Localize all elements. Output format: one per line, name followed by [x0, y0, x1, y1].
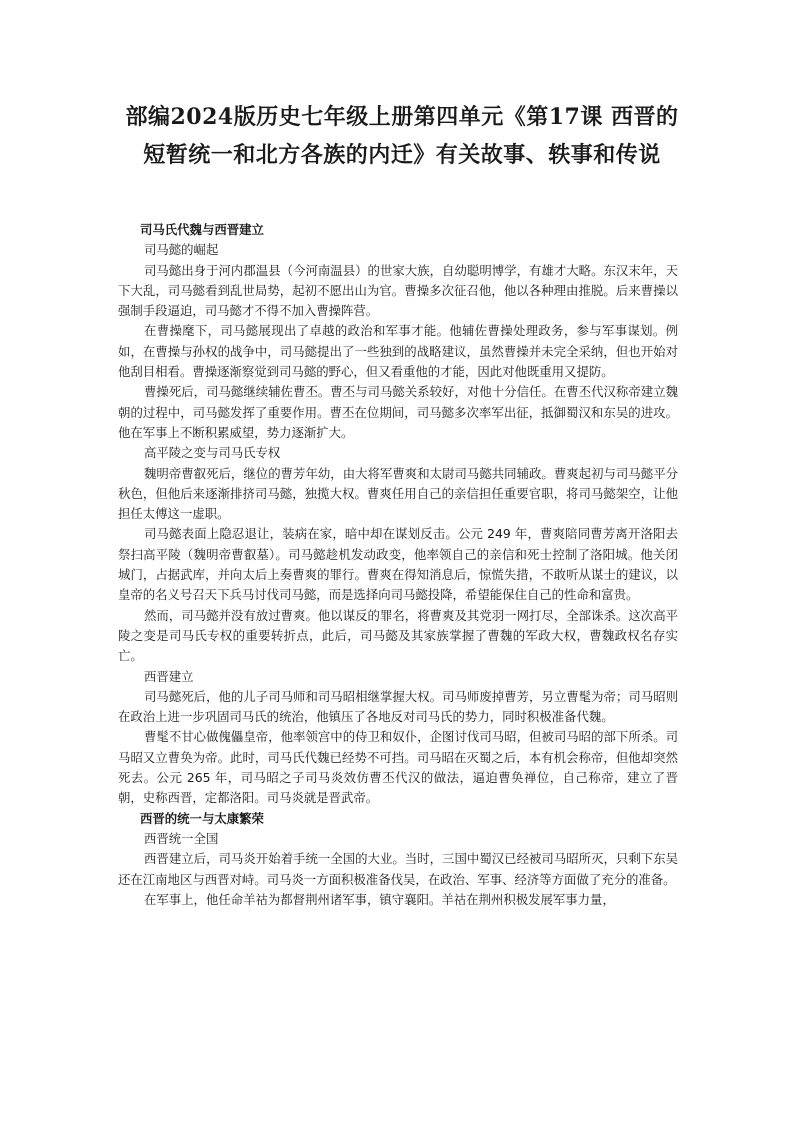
- document-title: 部编2024版历史七年级上册第四单元《第17课 西晋的短暂统一和北方各族的内迁》有关故事、轶事和传说: [125, 104, 679, 168]
- subsection-heading: 西晋建立: [144, 668, 194, 684]
- paragraph: 司马懿死后，他的儿子司马师和司马昭相继掌握大权。司马师废掉曹芳，另立曹髦为帝；司马昭则在政治上进一步巩固司马氏的统治，他镇压了各地反对司马氏的势力，同时积极准备代魏。: [118, 688, 678, 725]
- paragraph: 曹髦不甘心做傀儡皇帝，他率领宫中的侍卫和奴仆，企图讨伐司马昭，但被司马昭的部下所杀。司马昭又立曹奂为帝。此时，司马氏代魏已经势不可挡。司马昭在灭蜀之后，本有机会称帝，但他却突然死去。公元 265 年，司马昭之子司马炎效仿曹丕代汉的做法，逼迫曹奂禅位，自己称帝，建立了晋朝，史称西晋，定都洛阳。司马炎就是晋武帝。: [118, 729, 678, 806]
- paragraph: 司马懿表面上隐忍退让，装病在家，暗中却在谋划反击。公元 249 年，曹爽陪同曹芳离开洛阳去祭扫高平陵（魏明帝曹叡墓）。司马懿趁机发动政变，他率领自己的亲信和死士控制了洛阳城。他关闭城门，占据武库，并向太后上奏曹爽的罪行。曹爽在得知消息后，惊慌失措，不敢听从谋士的建议，以皇帝的名义号召天下兵马讨伐司马懿，而是选择向司马懿投降，希望能保住自己的性命和富贵。: [118, 526, 678, 603]
- subsection-heading: 司马懿的崛起: [144, 242, 219, 258]
- section-heading: 西晋的统一与太康繁荣: [140, 810, 264, 826]
- paragraph: 然而，司马懿并没有放过曹爽。他以谋反的罪名，将曹爽及其党羽一网打尽，全部诛杀。这次高平陵之变是司马氏专权的重要转折点，此后，司马懿及其家族掌握了曹魏的军政大权，曹魏政权名存实亡。: [118, 607, 678, 664]
- paragraph: 司马懿出身于河内郡温县（今河南温县）的世家大族，自幼聪明博学，有雄才大略。东汉末年，天下大乱，司马懿看到乱世局势，起初不愿出山为官。曹操多次征召他，他以各种理由推脱。后来曹操以强制手段逼迫，司马懿才不得不加入曹操阵营。: [118, 262, 678, 319]
- subsection-heading: 高平陵之变与司马氏专权: [144, 445, 281, 461]
- subsection-heading: 西晋统一全国: [144, 830, 219, 846]
- paragraph: 曹操死后，司马懿继续辅佐曹丕。曹丕与司马懿关系较好，对他十分信任。在曹丕代汉称帝建立魏朝的过程中，司马懿发挥了重要作用。曹丕在位期间，司马懿多次率军出征，抵御蜀汉和东吴的进攻。他在军事上不断积累威望，势力逐渐扩大。: [118, 384, 678, 440]
- paragraph: 西晋建立后，司马炎开始着手统一全国的大业。当时，三国中蜀汉已经被司马昭所灭，只剩下东吴还在江南地区与西晋对峙。司马炎一方面积极准备伐吴，在政治、军事、经济等方面做了充分的准备。: [118, 851, 678, 887]
- document-body: [118, 220, 678, 910]
- paragraph: 在曹操麾下，司马懿展现出了卓越的政治和军事才能。他辅佐曹操处理政务，参与军事谋划。例如，在曹操与孙权的战争中，司马懿提出了一些独到的战略建议，虽然曹操并未完全采纳，但也开始对他刮目相看。曹操逐渐察觉到司马懿的野心，但又看重他的才能，因此对他既重用又提防。: [118, 323, 678, 380]
- paragraph: 在军事上，他任命羊祜为都督荆州诸军事，镇守襄阳。羊祜在荆州积极发展军事力量，: [144, 891, 615, 907]
- paragraph: 魏明帝曹叡死后，继位的曹芳年幼，由大将军曹爽和太尉司马懿共同辅政。曹爽起初与司马懿平分秋色，但他后来逐渐排挤司马懿，独揽大权。曹爽任用自己的亲信担任重要官职，将司马懿架空，让他担任太傅这一虚职。: [118, 465, 678, 522]
- section-heading: 司马氏代魏与西晋建立: [140, 222, 264, 237]
